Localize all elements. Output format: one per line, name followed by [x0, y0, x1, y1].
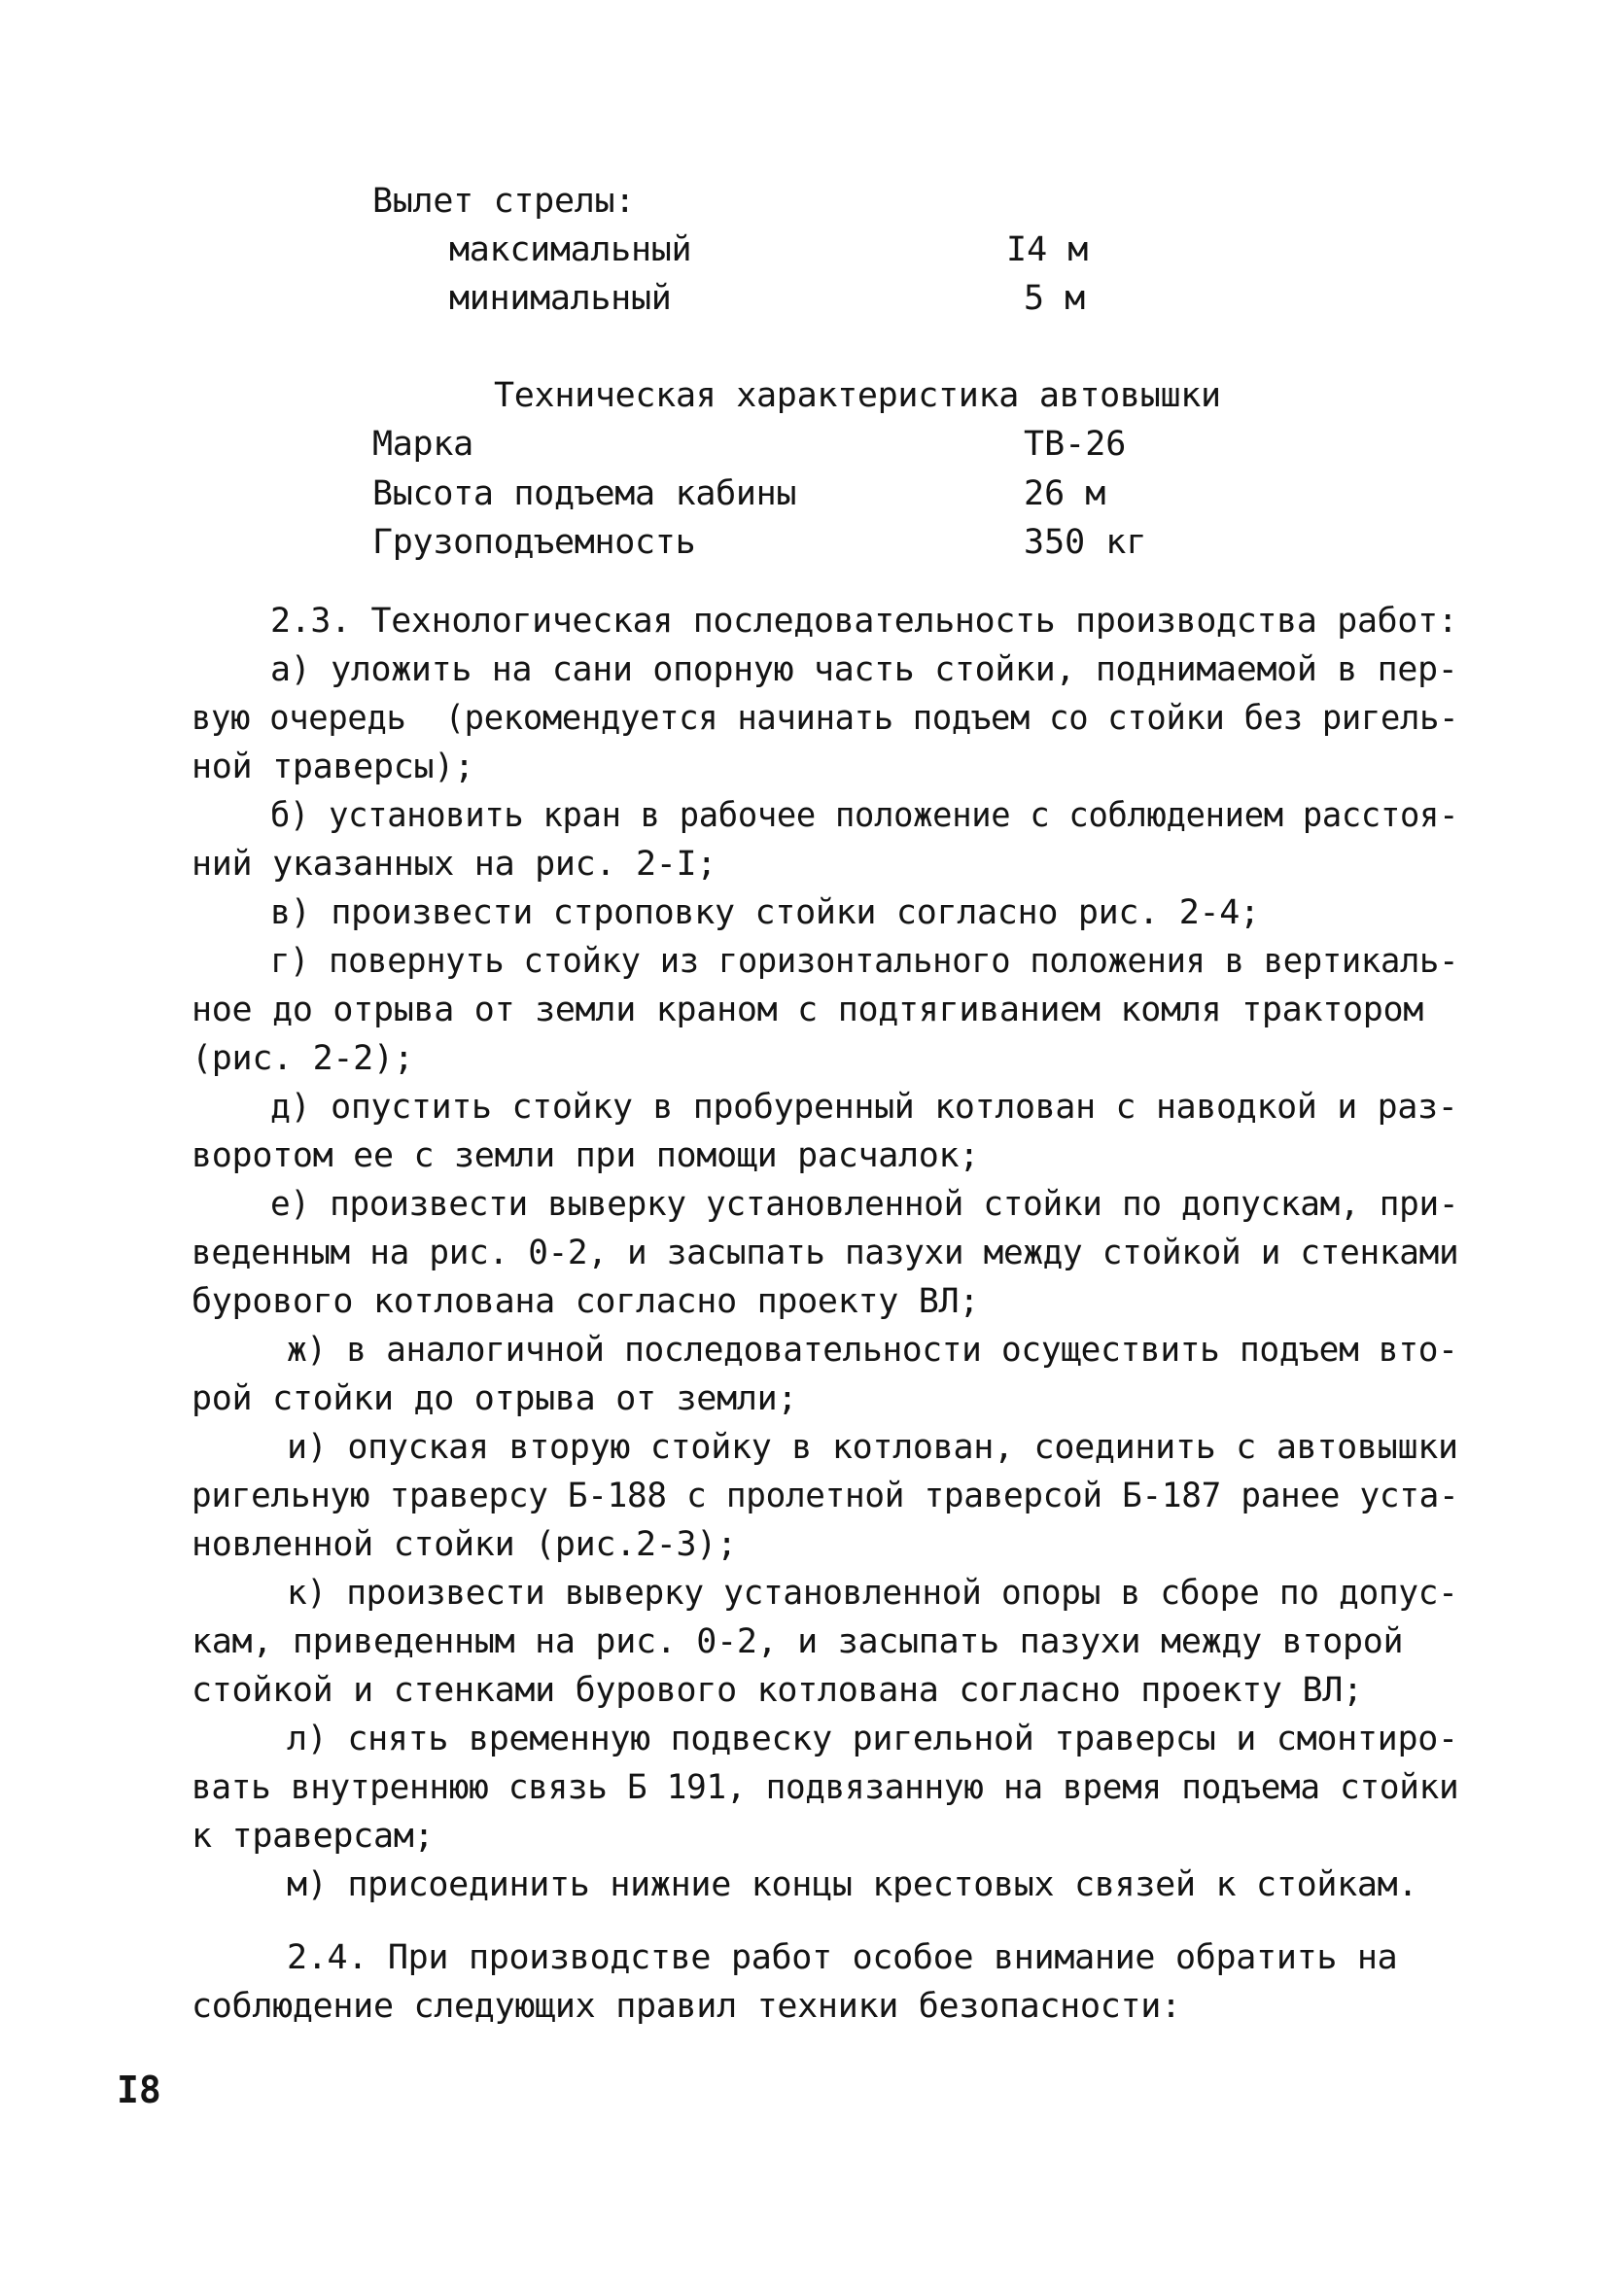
- text-line: е) произвести выверку установленной стойки по допускам, при-: [270, 1185, 1459, 1224]
- text-line: вать внутреннюю связь Б 191, подвязанную на время подъема стойки: [192, 1768, 1459, 1807]
- text-line: а) уложить на сани опорную часть стойки, поднимаемой в пер-: [270, 650, 1458, 689]
- boom-max-label: максимальный: [449, 230, 692, 269]
- boom-min-value: 5 м: [1024, 279, 1086, 318]
- text-line: л) снять временную подвеску ригельной траверсы и смонтиро-: [287, 1720, 1458, 1758]
- text-line: г) повернуть стойку из горизонтального положения в вертикаль-: [270, 942, 1459, 981]
- tech-capacity-label: Грузоподъемность: [372, 523, 696, 562]
- text-line: (рис. 2-2);: [192, 1039, 414, 1078]
- text-line: вую очередь (рекомендуется начинать подъем со стойки без ригель-: [192, 699, 1459, 738]
- text-line: рой стойки до отрыва от земли;: [192, 1379, 798, 1418]
- section-2-4-heading: 2.4. При производстве работ особое внимание обратить на: [287, 1938, 1398, 1977]
- text-line: к) произвести выверку установленной опоры в сборе по допус-: [287, 1574, 1458, 1613]
- text-line: д) опустить стойку в пробуренный котлован с наводкой и раз-: [270, 1088, 1458, 1127]
- text-line: и) опуская вторую стойку в котлован, соединить с автовышки: [287, 1428, 1458, 1467]
- text-line: к траверсам;: [192, 1817, 435, 1856]
- text-line: кам, приведенным на рис. 0-2, и засыпать пазухи между второй: [192, 1622, 1404, 1661]
- text-line: ной траверсы);: [192, 748, 474, 786]
- text-line: в) произвести строповку стойки согласно рис. 2-4;: [270, 893, 1260, 932]
- tech-height-value: 26 м: [1024, 474, 1106, 513]
- text-line: веденным на рис. 0-2, и засыпать пазухи между стойкой и стенками: [192, 1234, 1459, 1272]
- tech-capacity-value: 350 кг: [1024, 523, 1147, 562]
- text-line: бурового котлована согласно проекту ВЛ;: [192, 1282, 980, 1321]
- text-line: ригельную траверсу Б-188 с пролетной траверсой Б-187 ранее уста-: [192, 1477, 1459, 1515]
- boom-heading: Вылет стрелы:: [372, 182, 636, 221]
- text-line: воротом ее с земли при помощи расчалок;: [192, 1136, 980, 1175]
- text-line: новленной стойки (рис.2-3);: [192, 1525, 737, 1564]
- page-number: I8: [117, 2069, 161, 2111]
- text-line: соблюдение следующих правил техники безопасности:: [192, 1987, 1181, 2026]
- tech-brand-value: ТВ-26: [1024, 425, 1127, 464]
- tech-heading: Техническая характеристика автовышки: [494, 376, 1221, 415]
- boom-min-label: минимальный: [449, 279, 672, 318]
- boom-max-value: I4 м: [1006, 230, 1089, 269]
- text-line: м) присоединить нижние концы крестовых связей к стойкам.: [287, 1865, 1418, 1904]
- text-line: ное до отрыва от земли краном с подтягиванием комля трактором: [192, 991, 1424, 1029]
- text-line: стойкой и стенками бурового котлована согласно проекту ВЛ;: [192, 1671, 1363, 1710]
- text-line: ж) в аналогичной последовательности осуществить подъем вто-: [287, 1331, 1458, 1370]
- tech-height-label: Высота подъема кабины: [372, 474, 797, 513]
- text-line: ний указанных на рис. 2-I;: [192, 845, 717, 884]
- tech-brand-label: Марка: [372, 425, 473, 464]
- section-2-3-heading: 2.3. Технологическая последовательность производства работ:: [270, 602, 1458, 641]
- text-line: б) установить кран в рабочее положение с соблюдением расстоя-: [270, 796, 1459, 835]
